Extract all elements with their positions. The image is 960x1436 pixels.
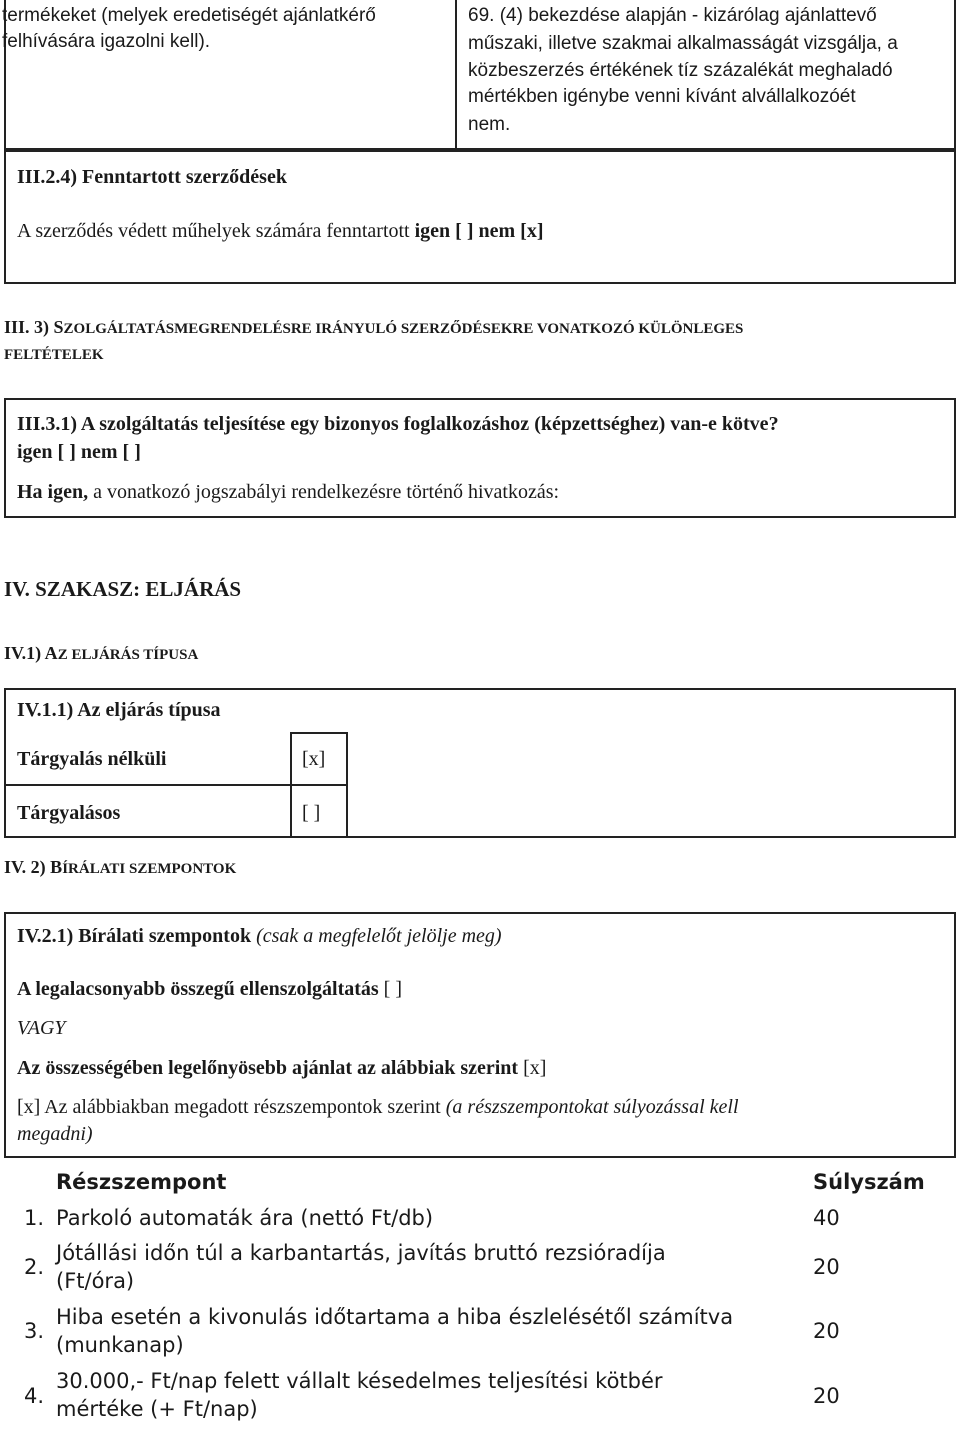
right-col-line-2: műszaki, illetve szakmai alkalmasságát vizsgálja, a bbox=[468, 33, 898, 54]
iv1-prefix: IV.1) A bbox=[4, 643, 58, 663]
iii31-ref-text: a vonatkozó jogszabályi rendelkezésre történő hivatkozás: bbox=[88, 481, 560, 503]
iv2-rest: ÍRÁLATI SZEMPONTOK bbox=[62, 861, 237, 877]
option-mark-1: [x] bbox=[302, 748, 326, 770]
iv11-heading: IV.1.1) Az eljárás típusa bbox=[17, 699, 221, 721]
table-row-3-num: 3. bbox=[24, 1319, 45, 1343]
table-header-weight: Súlyszám bbox=[813, 1170, 925, 1194]
section-iii3-prefix: III. 3) S bbox=[4, 317, 64, 337]
iv11-row-divider-1 bbox=[290, 732, 348, 734]
table-row-2-line-2: (Ft/óra) bbox=[56, 1269, 135, 1293]
table-row-4-num: 4. bbox=[24, 1384, 45, 1408]
opt-lowest-mark: [ ] bbox=[378, 978, 402, 1000]
opt-lowest-label: A legalacsonyabb összegű ellenszolgáltatás bbox=[17, 978, 379, 1000]
fenntartott-answer: igen [ ] nem [x] bbox=[414, 220, 544, 242]
table-row-3-line-1: Hiba esetén a kivonulás időtartama a hiba észlelésétől számítva bbox=[56, 1305, 734, 1329]
table-row-2-weight: 20 bbox=[813, 1255, 840, 1279]
fenntartott-label: A szerződés védett műhelyek számára fenntartott bbox=[17, 220, 410, 242]
section-iii3-heading-line2: FELTÉTELEK bbox=[4, 347, 104, 363]
or-text-italic: VAGY bbox=[17, 1017, 66, 1039]
iv11-row-divider-2 bbox=[4, 784, 348, 786]
fenntartott-text bbox=[17, 218, 543, 244]
left-col-line-1: termékeket (melyek eredetiségét ajánlatkérő bbox=[2, 5, 376, 26]
opt-best-mark: [x] bbox=[518, 1057, 547, 1079]
option-label-2: Tárgyalásos bbox=[17, 802, 121, 824]
table-row-3-line-2: (munkanap) bbox=[56, 1333, 184, 1357]
option-label-1: Tárgyalás nélküli bbox=[17, 748, 167, 770]
table-header-criteria: Részszempont bbox=[56, 1170, 227, 1194]
table-row-1-line-1: Parkoló automaták ára (nettó Ft/db) bbox=[56, 1206, 434, 1230]
section-iv-title: IV. SZAKASZ: ELJÁRÁS bbox=[4, 577, 242, 601]
iv2-prefix: IV. 2) B bbox=[4, 857, 63, 877]
iv11-col-divider-right bbox=[346, 732, 348, 838]
iv1-rest: Z ELJÁRÁS TÍPUSA bbox=[57, 647, 199, 663]
right-col-line-5: nem. bbox=[468, 114, 511, 135]
fenntartott-heading: III.2.4) Fenntartott szerződések bbox=[17, 166, 287, 188]
option-mark-2: [ ] bbox=[302, 802, 321, 824]
sub-criteria-italic-2: megadni) bbox=[17, 1123, 93, 1145]
iii31-reference bbox=[17, 479, 559, 505]
table-row-2-num: 2. bbox=[24, 1255, 45, 1279]
iv11-col-divider bbox=[290, 732, 292, 838]
iv21-heading-italic: (csak a megfelelőt jelölje meg) bbox=[251, 925, 502, 947]
table-row-4-line-1: 30.000,- Ft/nap felett vállalt késedelmes teljesítési kötbér bbox=[56, 1369, 663, 1393]
iv21-heading-bold: IV.2.1) Bírálati szempontok bbox=[17, 925, 252, 947]
iii31-answer: igen [ ] nem [ ] bbox=[17, 441, 141, 463]
table-row-3-weight: 20 bbox=[813, 1319, 840, 1343]
table-row-2-line-1: Jótállási időn túl a karbantartás, javítás bruttó rezsióradíja bbox=[56, 1241, 666, 1265]
opt-best-label: Az összességében legelőnyösebb ajánlat az alábbiak szerint bbox=[17, 1057, 519, 1079]
table-row-4-weight: 20 bbox=[813, 1384, 840, 1408]
table-row-1-num: 1. bbox=[24, 1206, 45, 1230]
table-row-4-line-2: mértéke (+ Ft/nap) bbox=[56, 1397, 258, 1421]
opt-best bbox=[17, 1055, 546, 1081]
sub-criteria-normal: [x] Az alábbiakban megadott részszempontok szerint bbox=[17, 1096, 441, 1118]
sub-criteria-line-2 bbox=[17, 1121, 93, 1147]
sub-criteria-italic: (a részszempontokat súlyozással kell bbox=[440, 1096, 739, 1118]
top-section-divider bbox=[455, 0, 457, 150]
right-col-line-4: mértékben igénybe venni kívánt alvállalkozóét bbox=[468, 86, 856, 107]
iii31-question: III.3.1) A szolgáltatás teljesítése egy bizonyos foglalkozáshoz (képzettséghez) van-e kötve? bbox=[17, 413, 779, 435]
iv21-heading bbox=[17, 923, 502, 949]
section-iii3-heading bbox=[4, 314, 743, 342]
right-col-line-3: közbeszerzés értékének tíz százalékát meghaladó bbox=[468, 60, 893, 81]
opt-lowest bbox=[17, 976, 402, 1002]
section-iii3-rest: ZOLGÁLTATÁSMEGRENDELÉSRE IRÁNYULÓ SZERZŐDÉSEKRE VONATKOZÓ KÜLÖNLEGES bbox=[63, 321, 744, 337]
iii31-ref-bold: Ha igen, bbox=[17, 481, 89, 503]
table-row-1-weight: 40 bbox=[813, 1206, 840, 1230]
right-col-line-1: 69. (4) bekezdése alapján - kizárólag ajánlattevő bbox=[468, 5, 877, 26]
sub-criteria-line-1 bbox=[17, 1094, 739, 1120]
left-col-line-2: felhívására igazolni kell). bbox=[2, 31, 211, 52]
section-iv1-heading bbox=[4, 640, 198, 668]
section-iv2-heading bbox=[4, 854, 236, 882]
or-text bbox=[17, 1015, 66, 1041]
